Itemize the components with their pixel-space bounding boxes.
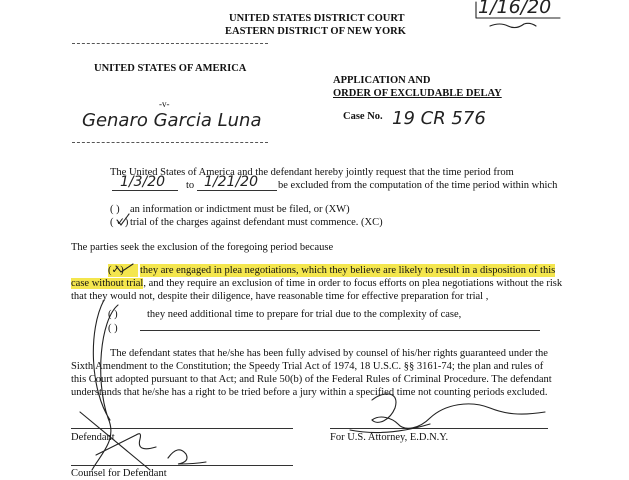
ausa-label: For U.S. Attorney, E.D.N.Y. [330,432,449,443]
document-title-line1: APPLICATION AND [333,75,431,86]
plaintiff-name: UNITED STATES OF AMERICA [94,63,247,74]
counsel-label: Counsel for Defendant [71,468,167,479]
document-title-line2: ORDER OF EXCLUDABLE DELAY [333,88,502,99]
corner-stamp-box [476,2,560,18]
from-date: 1/3/20 [120,174,166,190]
trial-check-mark-icon [117,214,129,225]
request-tail: be excluded from the computation of the time period within which [278,180,558,191]
advisement-line3: this Court adopted pursuant to that Act; and Rule 50(b) of the Federal Rules of Criminal Procedure. The defendant [71,374,552,385]
plea-negotiations-rest-2: that they would not, despite their diligence, have reasonable time for effective preparation for trial , [71,291,489,302]
plea-check-stroke-icon [116,264,133,272]
complexity-text: they need additional time to prepare for trial due to the complexity of case, [147,309,462,320]
court-district: EASTERN DISTRICT OF NEW YORK [225,26,406,37]
option-indictment-mark: ( ) [110,204,120,215]
case-number-label: Case No. [343,111,383,122]
defendant-name: Genaro Garcia Luna [82,110,262,131]
option-trial-mark: ( ✓) [110,217,129,228]
ausa-signature-icon [350,394,545,433]
to-date: 1/21/20 [204,174,258,190]
complexity-mark: ( ) [108,309,118,320]
advisement-line4: understands that he/she has a right to be tried before a jury within a specified time not counting periods excluded. [71,387,548,398]
court-name: UNITED STATES DISTRICT COURT [229,13,405,24]
defendant-signature-icon [92,300,206,470]
other-reason-mark: ( ) [108,323,118,334]
advisement-line2: Sixth Amendment to the Constitution; the Speedy Trial Act of 1974, 18 U.S.C. §§ 3161-74; the plan and rules of [71,361,544,372]
plea-negotiations-highlight-2: case without trial [71,278,144,289]
corner-initials-icon [490,23,536,27]
option-indictment-text: an information or indictment must be filed, or (XW) [130,204,350,215]
defendant-label: Defendant [71,432,115,443]
versus-label: -v- [159,99,170,109]
case-number-value: 19 CR 576 [392,108,486,129]
request-intro: The United States of America and the defendant hereby jointly request that the time period from [110,167,514,178]
plea-negotiations-rest-1: , and they require an exclusion of time in order to focus efforts on plea negotiations without the risk [143,278,563,289]
plea-check-mark: (✓) [108,264,138,277]
option-trial-text: trial of the charges against defendant must commence. (XC) [130,217,383,228]
reasons-intro: The parties seek the exclusion of the foregoing period because [71,242,334,253]
advisement-line1: The defendant states that he/she has been fully advised by counsel of his/her rights guaranteed under the [110,348,548,359]
plea-negotiations-highlight-1: they are engaged in plea negotiations, which they believe are likely to result in a disposition of this [140,265,556,276]
corner-date-stamp: 1/16/20 [478,0,552,18]
to-word: to [186,180,195,191]
